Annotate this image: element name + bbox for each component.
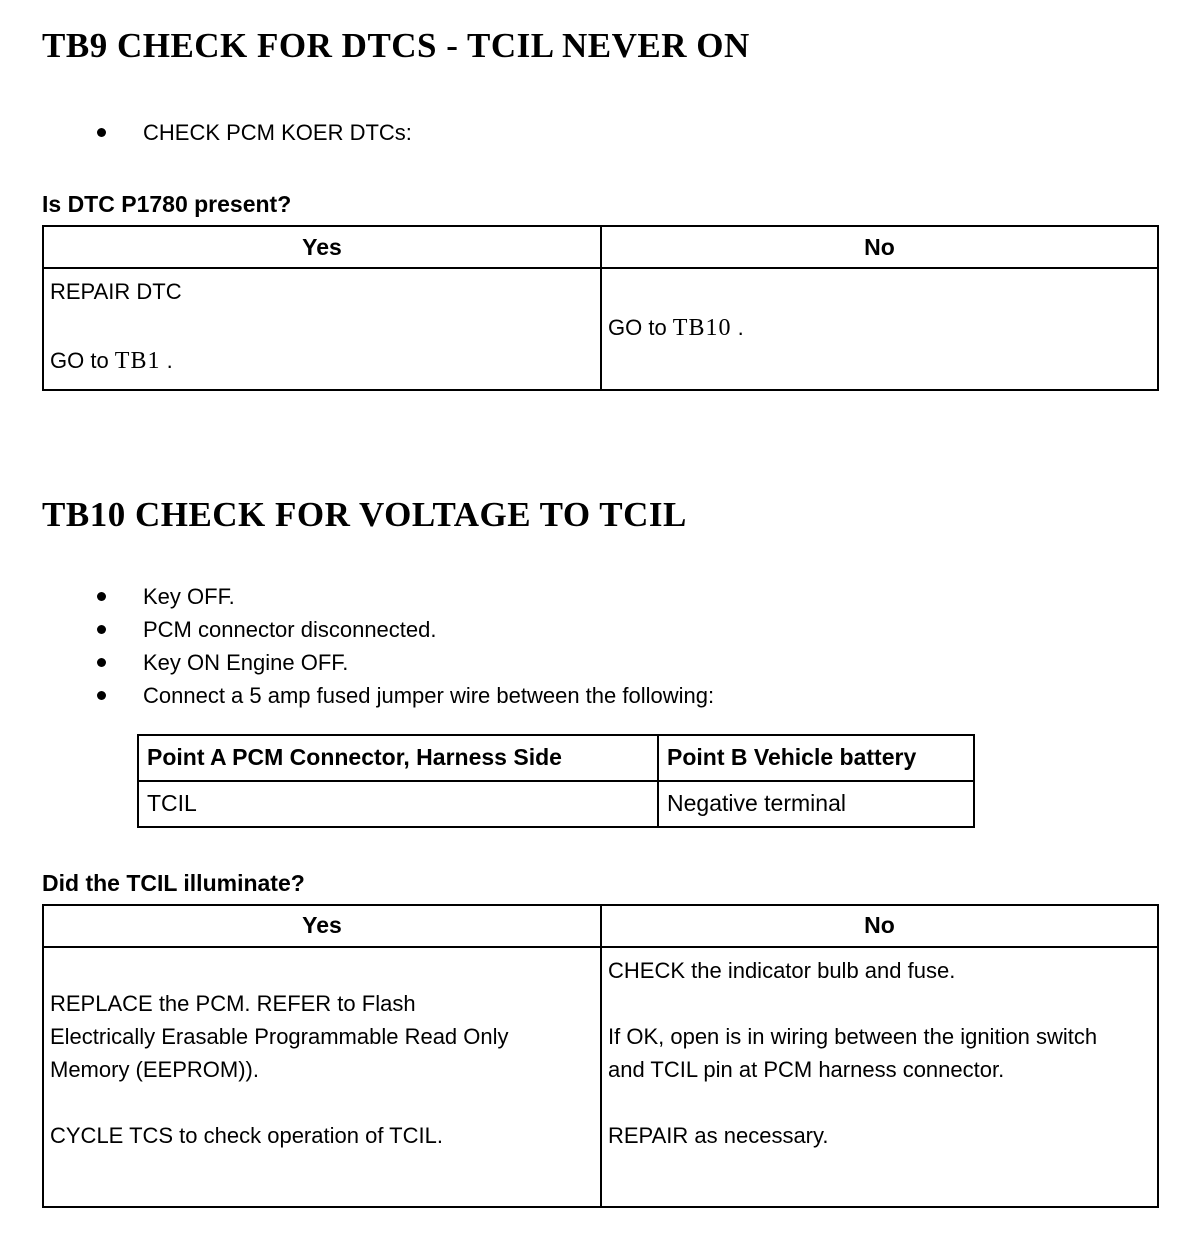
bullet-text: Key ON Engine OFF. (143, 649, 349, 675)
no-para-check: CHECK the indicator bulb and fuse. (608, 957, 956, 983)
tb10-yes-cell (43, 947, 601, 1207)
table-body-row (43, 268, 1158, 390)
goto-prefix: GO to (50, 348, 115, 374)
yes-header: Yes (43, 905, 601, 947)
bullet-icon (97, 691, 106, 700)
table-body-row (138, 781, 974, 827)
no-para-repair: REPAIR as necessary. (608, 1122, 829, 1148)
goto-suffix: . (160, 348, 173, 374)
yes-para-replace: REPLACE the PCM. REFER to Flash Electrically Erasable Programmable Read Only Memory (EEPROM)). (50, 990, 509, 1082)
tb1-reference: TB1 (114, 348, 161, 375)
table-body-row (43, 947, 1158, 1207)
bullet-icon (97, 625, 106, 634)
tb10-no-cell (601, 947, 1158, 1207)
table-header-row (43, 905, 1158, 947)
bullet-icon (97, 658, 106, 667)
bullet-item (42, 580, 1152, 613)
goto-prefix: GO to (608, 315, 673, 341)
tb9-bullet-list (42, 116, 1152, 149)
tb9-decision-table (42, 225, 1159, 391)
tb10-reference: TB10 (672, 315, 732, 342)
tb10-bullet-list (42, 580, 1152, 712)
yes-action-text: REPAIR DTC (50, 279, 182, 305)
bullet-icon (97, 128, 106, 137)
section-title-tb9: TB9 CHECK FOR DTCS - TCIL NEVER ON (42, 26, 750, 65)
question-tb10: Did the TCIL illuminate? (42, 869, 305, 896)
bullet-text: PCM connector disconnected. (143, 616, 437, 642)
bullet-text: CHECK PCM KOER DTCs: (143, 120, 412, 146)
table-header-row (43, 226, 1158, 268)
tb9-no-cell (601, 268, 1158, 390)
jumper-wire-table (137, 734, 975, 828)
point-b-value: Negative terminal (658, 781, 974, 827)
tb10-decision-table (42, 904, 1159, 1208)
bullet-item (42, 679, 1152, 712)
point-a-value: TCIL (138, 781, 658, 827)
yes-goto-line (50, 344, 590, 378)
point-b-header: Point B Vehicle battery (658, 735, 974, 781)
yes-header: Yes (43, 226, 601, 268)
bullet-text: Connect a 5 amp fused jumper wire between the following: (143, 682, 715, 708)
bullet-text: Key OFF. (143, 583, 235, 609)
table-header-row (138, 735, 974, 781)
bullet-icon (97, 592, 106, 601)
no-goto-line (608, 311, 1147, 345)
no-header: No (601, 905, 1158, 947)
tb9-yes-cell (43, 268, 601, 390)
goto-suffix: . (731, 315, 744, 341)
no-para-ifok: If OK, open is in wiring between the ignition switch and TCIL pin at PCM harness connector. (608, 1023, 1098, 1082)
bullet-item (42, 116, 1152, 149)
question-tb9: Is DTC P1780 present? (42, 191, 292, 218)
no-header: No (601, 226, 1158, 268)
bullet-item (42, 646, 1152, 679)
bullet-item (42, 613, 1152, 646)
point-a-header: Point A PCM Connector, Harness Side (138, 735, 658, 781)
section-title-tb10: TB10 CHECK FOR VOLTAGE TO TCIL (42, 495, 687, 535)
yes-para-cycle: CYCLE TCS to check operation of TCIL. (50, 1122, 443, 1148)
